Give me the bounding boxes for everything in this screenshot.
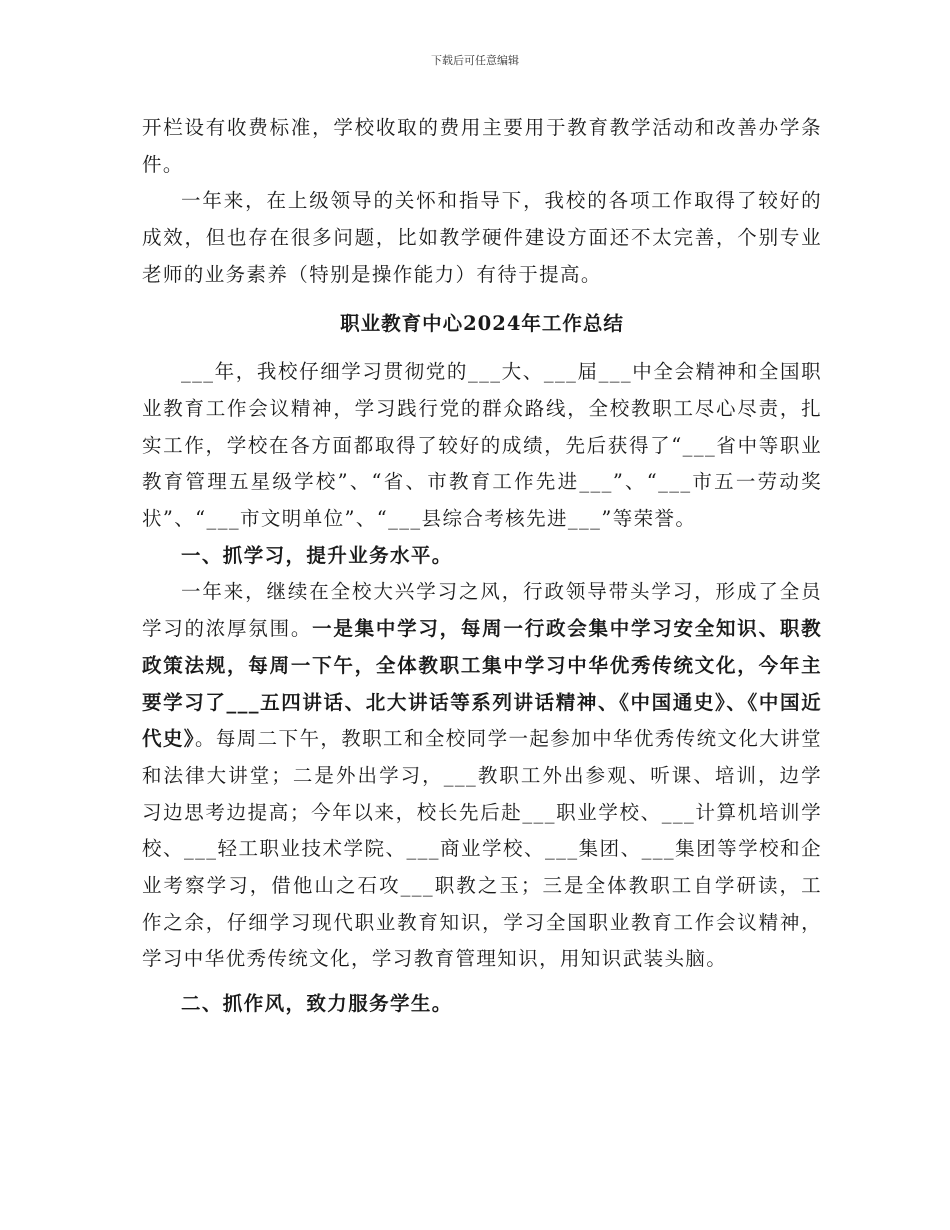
- page-header-note: 下载后可任意编辑: [431, 54, 519, 67]
- paragraph-study-details: 。每周二下午，教职工和全校同学一起参加中华优秀传统文化大讲堂和法律大讲堂；二是外出学习，___教职工外出参观、听课、培训，边学习边思考边提高；今年以来，校长先后赴___职业学校、___计算机培训学校、___轻工职业技术学院、___商业学校、___集团、___集团等学校和企业考察学习，借他山之石攻___职教之玉；三是全体教职工自学研读，工作之余，仔细学习现代职业教育知识，学习全国职业教育工作会议精神，学习中华优秀传统文化，学习教育管理知识，用知识武装头脑。: [142, 727, 822, 971]
- paragraph-achievements: ___年，我校仔细学习贯彻党的___大、___届___中全会精神和全国职业教育工作会议精神，学习践行党的群众路线，全校教职工尽心尽责，扎实工作，学校在各方面都取得了较好的成绩，先后获得了“___省中等职业教育管理五星级学校”、“省、市教育工作先进___”、“___市五一劳动奖状”、“___市文明单位”、“___县综合考核先进___”等荣誉。: [142, 360, 822, 531]
- paragraph-study: [142, 574, 822, 978]
- section-heading-style: 二、抓作风，致力服务学生。: [181, 992, 453, 1016]
- document-title: 职业教育中心2024年工作总结: [340, 311, 624, 335]
- section-heading-study: 一、抓学习，提升业务水平。: [181, 543, 453, 567]
- paragraph-year-summary: 一年来，在上级领导的关怀和指导下，我校的各项工作取得了较好的成效，但也存在很多问题，比如教学硬件建设方面还不太完善，个别专业老师的业务素养（特别是操作能力）有待于提高。: [142, 189, 822, 286]
- paragraph-study-emphasis: 一是集中学习，每周一行政会集中学习安全知识、职教政策法规，每周一下午，全体教职工集中学习中华优秀传统文化，今年主要学习了___五四讲话、北大讲话等系列讲话精神、《中国通史》、《中国近代史》: [142, 617, 822, 751]
- paragraph-fee-conditions: 开栏设有收费标准，学校收取的费用主要用于教育教学活动和改善办学条件。: [142, 116, 822, 176]
- paragraph-study-intro: 一年来，继续在全校大兴学习之风，行政领导带头学习，形成了全员学习的浓厚氛围。: [142, 580, 822, 641]
- document-body: [142, 110, 822, 1023]
